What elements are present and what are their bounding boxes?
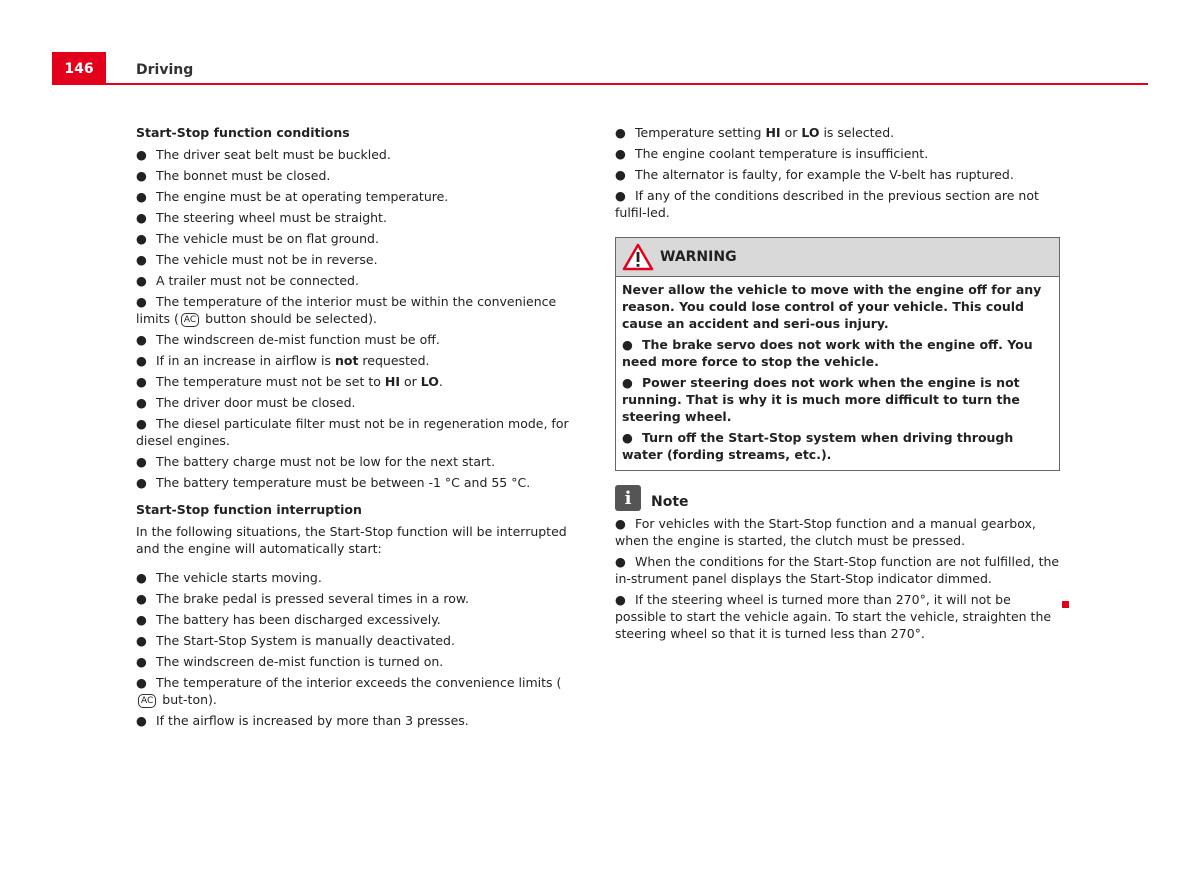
list-item: ● The temperature of the interior exceeds the convenience limits (AC but-ton).: [136, 675, 562, 707]
list-item: ● A trailer must not be connected.: [136, 273, 359, 288]
list-item: ● The bonnet must be closed.: [136, 168, 331, 183]
list-item: ● The engine coolant temperature is insufficient.: [615, 146, 929, 161]
warning-header: [616, 238, 1059, 277]
list-item: ● The battery charge must not be low for the next start.: [136, 454, 496, 469]
warning-item: ● The brake servo does not work with the engine off. You need more force to stop the vehicle.: [622, 337, 1033, 369]
list-item: ● The temperature of the interior must be within the convenience limits ( AC button should be selected).: [136, 294, 557, 326]
header-rule: [52, 83, 1148, 85]
list-item: ● For vehicles with the Start-Stop function and a manual gearbox, when the engine is started, the clutch must be pressed.: [615, 516, 1036, 548]
list-item: ● The vehicle starts moving.: [136, 570, 322, 585]
list-item: ● If the steering wheel is turned more than 270°, it will not be possible to start the vehicle again. To start the vehicle, straighten the steering wheel so that it is turned less than 270°.: [615, 592, 1052, 641]
list-item: ● The Start-Stop System is manually deactivated.: [136, 633, 455, 648]
list-item: ● The driver door must be closed.: [136, 395, 356, 410]
list-item: ● The windscreen de-mist function must be off.: [136, 332, 440, 347]
list-item: ● If the airflow is increased by more than 3 presses.: [136, 713, 469, 728]
list-item: ● The engine must be at operating temperature.: [136, 189, 449, 204]
list-item: ● The steering wheel must be straight.: [136, 210, 387, 225]
conditions-list: [136, 146, 578, 491]
list-item: ● The battery temperature must be between -1 °C and 55 °C.: [136, 475, 531, 490]
list-item: ● The brake pedal is pressed several times in a row.: [136, 591, 469, 606]
page-title: Driving: [136, 62, 194, 78]
warning-body: [616, 277, 1059, 470]
list-item: ● The driver seat belt must be buckled.: [136, 147, 391, 162]
left-column: [136, 124, 578, 733]
list-item: ● The temperature must not be set to HI or LO.: [136, 374, 443, 389]
note-header: [615, 485, 1060, 511]
list-item: ● When the conditions for the Start-Stop function are not fulfilled, the in-strument panel displays the Start-Stop indicator dimmed.: [615, 554, 1060, 586]
interruption-intro: In the following situations, the Start-Stop function will be interrupted and the engine will automatically start:: [136, 524, 567, 556]
warning-item: ● Power steering does not work when the engine is not running. That is why it is much more difficult to turn the steering wheel.: [622, 375, 1020, 424]
list-item: ● The alternator is faulty, for example the V-belt has ruptured.: [615, 167, 1014, 182]
interruption-list: [136, 569, 578, 729]
list-item: ● If in an increase in airflow is not requested.: [136, 353, 430, 368]
conditions-heading: Start-Stop function conditions: [136, 125, 350, 140]
list-item: ● The vehicle must not be in reverse.: [136, 252, 378, 267]
ac-button-icon: AC: [181, 313, 199, 327]
warning-box: [615, 237, 1060, 471]
note-title: Note: [651, 493, 689, 510]
list-item: ● The vehicle must be on flat ground.: [136, 231, 379, 246]
info-icon: i: [615, 485, 641, 511]
list-item: ● The diesel particulate filter must not be in regeneration mode, for diesel engines.: [136, 416, 569, 448]
list-item: ● Temperature setting HI or LO is selected.: [615, 125, 895, 140]
section-end-marker: [1062, 601, 1069, 608]
list-item: ● The battery has been discharged excessively.: [136, 612, 441, 627]
warning-title: WARNING: [660, 248, 737, 265]
page-number: 146: [52, 52, 106, 85]
right-column: [615, 124, 1060, 646]
note-list: [615, 515, 1060, 642]
list-item: ● If any of the conditions described in the previous section are not fulfil-led.: [615, 188, 1039, 220]
interruption-heading: Start-Stop function interruption: [136, 502, 362, 517]
warning-item: ● Turn off the Start-Stop system when driving through water (fording streams, etc.).: [622, 430, 1014, 462]
warning-intro: Never allow the vehicle to move with the engine off for any reason. You could lose control of your vehicle. This could cause an accident and seri-ous injury.: [622, 282, 1042, 331]
warning-triangle-icon: [622, 243, 654, 271]
ac-button-icon: AC: [138, 694, 156, 708]
list-item: ● The windscreen de-mist function is turned on.: [136, 654, 444, 669]
interruption-list-continued: [615, 124, 1060, 221]
